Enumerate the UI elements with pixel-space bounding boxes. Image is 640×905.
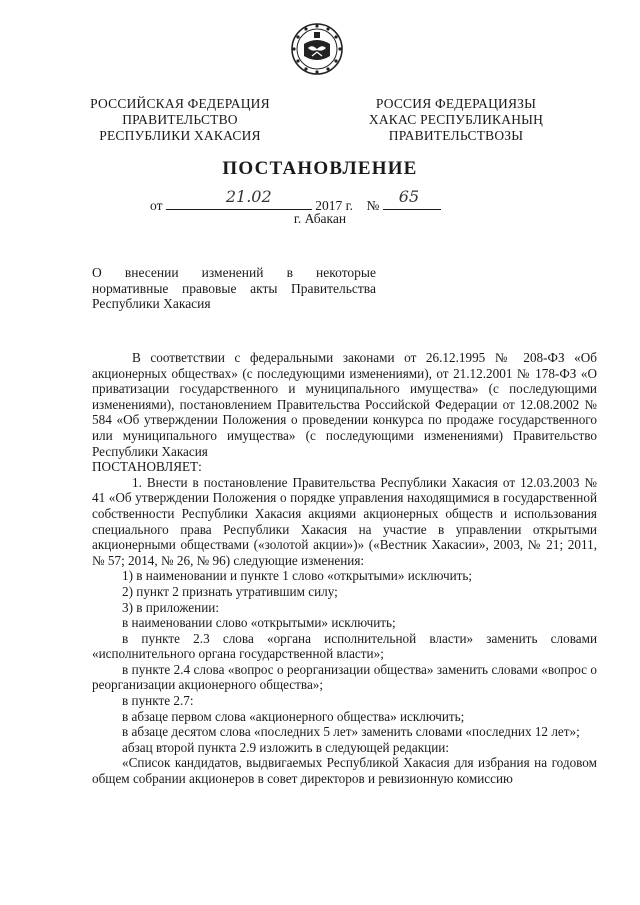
body-paragraph: В соответствии с федеральными законами от 26.12.1995 № 208-ФЗ «Об акционерных обществах» (с последующими изменениями), от 21.12.2001 № 178-ФЗ «О приватизации государственного и муниципального имущества» (с последующими изменениями), постановлением Правительства Российской Федерации от 12.08.2002 № 584 «Об утверждении Положения о проведении конкурса по продаже государственного или муниципального имущества» (с последующими изменениями) Правительство Республики Хакасия xyxy=(92,350,597,459)
header-left xyxy=(82,96,278,144)
coat-of-arms-icon xyxy=(290,22,344,76)
date-blank xyxy=(166,187,312,210)
header-left-line: ПРАВИТЕЛЬСТВО xyxy=(122,112,238,127)
header-left-line: РОССИЙСКАЯ ФЕДЕРАЦИЯ xyxy=(90,96,270,111)
document-title: ПОСТАНОВЛЕНИЕ xyxy=(222,158,418,179)
header-right xyxy=(356,96,556,144)
city: г. Абакан xyxy=(293,211,347,226)
handwritten-date: 21.02 xyxy=(225,187,272,206)
body-paragraph-text: в абзаце десятом слова «последних 5 лет» заменить словами «последних 12 лет»; xyxy=(122,724,580,740)
body-paragraph xyxy=(92,724,597,740)
handwritten-number: 65 xyxy=(398,187,420,206)
body-paragraph: 1) в наименовании и пункте 1 слово «открытыми» исключить; xyxy=(122,568,473,584)
number-label: № xyxy=(366,198,380,213)
body-paragraph-text: в пункте 2.4 слова «вопрос о реорганизации общества» заменить словами «вопрос о реорганизации акционерного общества»; xyxy=(92,661,597,693)
body-paragraph xyxy=(92,631,597,662)
header-left-line: РЕСПУБЛИКИ ХАКАСИЯ xyxy=(99,128,261,143)
body-paragraph: «Список кандидатов, выдвигаемых Республикой Хакасия для избрания на годовом общем собрании акционеров в совет директоров и ревизионную комиссию xyxy=(92,755,597,787)
body-paragraph: в пункте 2.7: xyxy=(122,693,194,709)
document-body xyxy=(92,350,597,787)
body-paragraph: в наименовании слово «открытыми» исключить; xyxy=(122,615,396,631)
body-paragraph: ПОСТАНОВЛЯЕТ: xyxy=(92,459,202,475)
body-paragraph: абзац второй пункта 2.9 изложить в следующей редакции: xyxy=(122,739,449,755)
header-right-line: ПРАВИТЕЛЬСТВОЗЫ xyxy=(388,128,524,143)
body-paragraph: 2) пункт 2 признать утратившим силу; xyxy=(122,583,338,599)
body-paragraph: 3) в приложении: xyxy=(122,599,219,615)
date-prefix: от xyxy=(150,198,163,213)
body-paragraph: в абзаце первом слова «акционерного общества» исключить; xyxy=(122,708,465,724)
body-paragraph-text: в пункте 2.3 слова «органа исполнительной власти» заменить словами «исполнительного органа государственной власти»; xyxy=(92,630,597,662)
body-paragraph: 1. Внести в постановление Правительства Республики Хакасия от 12.03.2003 № 41 «Об утверждении Положения о порядке управления находящимися в государственной собственности Республики Хакасия акциями акционерных обществ и использования специального права Республики Хакасия на участие в управлении открытыми акционерными обществами («золотой акции»)» («Вестник Хакасии», 2003, № 21; 2011, № 57; 2014, № 26, № 96) следующие изменения: xyxy=(92,474,597,568)
number-blank xyxy=(383,187,441,210)
body-paragraph xyxy=(92,662,597,693)
header-right-line: РОССИЯ ФЕДЕРАЦИЯЗЫ xyxy=(375,96,537,111)
year: 2017 г. xyxy=(315,198,353,213)
header-right-line: ХАКАС РЕСПУБЛИКАНЫҢ xyxy=(368,112,544,127)
document-subject: О внесении изменений в некоторые нормативные правовые акты Правительства Республики Хакасия xyxy=(92,265,376,311)
